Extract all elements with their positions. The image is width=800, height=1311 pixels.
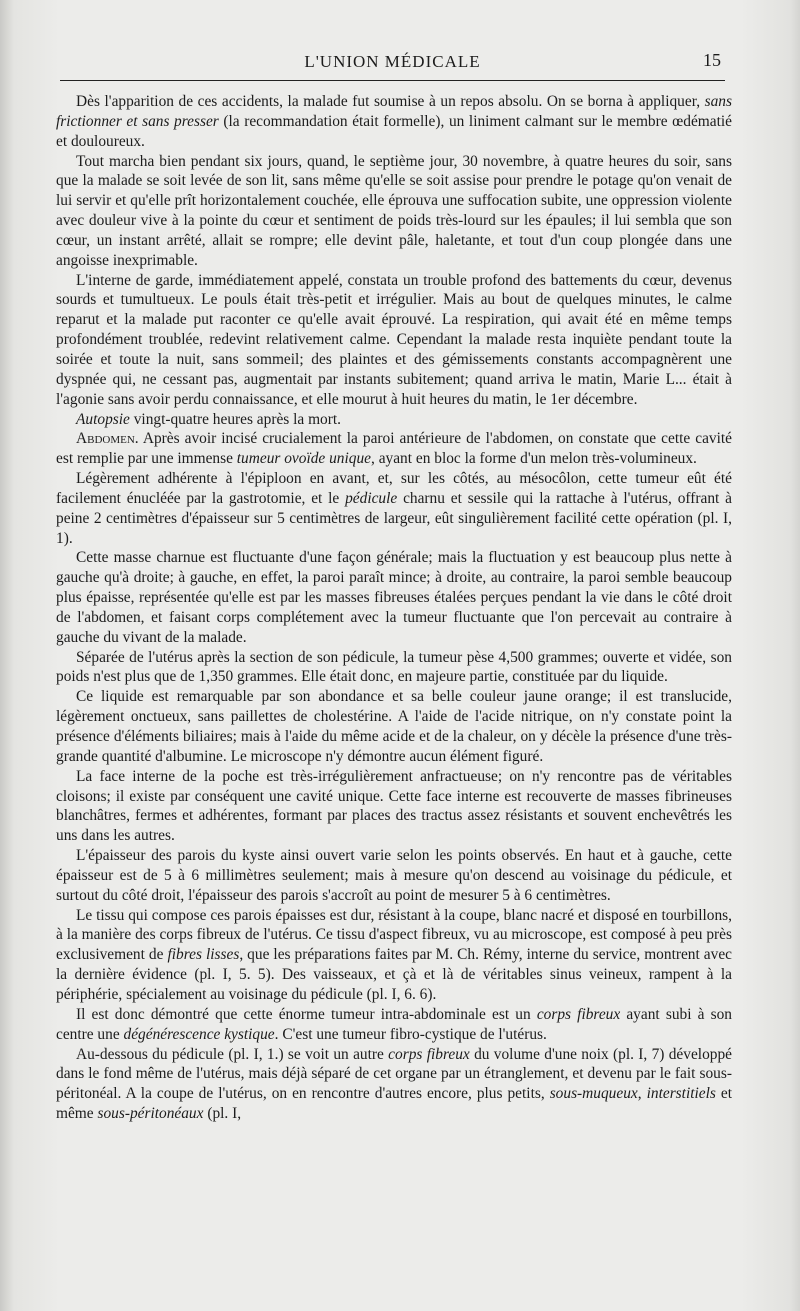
- text-run: Après avoir incisé crucialement la paroi antérieure de l'abdomen, on constate que cette cavité est remplie par une immense: [56, 430, 732, 468]
- italic-run: corps fibreux: [388, 1045, 470, 1063]
- text-run: . C'est une tumeur fibro-cystique de l'utérus.: [274, 1025, 547, 1043]
- text-run: charnu et sessile qui la rattache à l'utérus, offrant à peine 2 centimètres d'épaisseur sur 5 centimètres de largeur, eût singulièrement facilité cette opération (pl. I, 1).: [56, 489, 732, 547]
- italic-run: pédicule: [345, 489, 398, 507]
- text-run: Ce liquide est remarquable par son abondance et sa belle couleur jaune orange; il est translucide, légèrement onctueux, sans paillettes de cholestérine. A l'aide de l'acide nitrique, on n'y constate point la présence d'éléments biliaires; mais à l'aide du même acide et de la chaleur, on y décèle la présence d'une très-grande quantité d'albumine. Le microscope n'y démontre aucun élément figuré.: [56, 688, 732, 765]
- paragraph: [56, 767, 732, 846]
- text-run: Séparée de l'utérus après la section de son pédicule, la tumeur pèse 4,500 grammes; ouverte et vidée, son poids n'est plus que de 1,350 grammes. Elle était donc, en majeure partie, constituée par du liquide.: [56, 648, 732, 686]
- text-run: L'interne de garde, immédiatement appelé, constata un trouble profond des battements du cœur, devenus sourds et tumultueux. Le pouls était très-petit et irrégulier. Mais au bout de quelques minutes, le calme reparut et la malade put raconter ce qu'elle avait éprouvé. La respiration, qui avait été en même temps profondément troublée, redevint relativement calme. Cependant la malade resta inquiète pendant toute la soirée et toute la nuit, sans sommeil; des plaintes et des gémissements constants accompagnèrent une dyspnée qui, ne cessant pas, augmentait par instants subitement; quand arriva le matin, Marie L... était à l'agonie sans avoir perdu connaissance, et elle mourut à huit heures du matin, le 1er décembre.: [56, 271, 732, 408]
- paragraph: [56, 429, 732, 469]
- italic-run: dégénérescence kystique: [123, 1025, 275, 1043]
- paragraph: [56, 152, 732, 271]
- paragraph: [56, 1005, 732, 1045]
- text-run: , que les préparations faites par M. Ch. Rémy, interne du service, montrent avec la dernière évidence (pl. I, 5. 5). Des vaisseaux, et çà et là de véritables sinus veineux, rampent à la périphérie, spécialement au voisinage du pédicule (pl. I, 6. 6).: [56, 946, 732, 1003]
- text-run: vingt-quatre heures après la mort.: [129, 410, 341, 428]
- paragraph: [56, 410, 732, 430]
- paragraph: [56, 469, 732, 548]
- italic-run: tumeur ovoïde unique: [236, 450, 371, 468]
- text-run: (la recommandation était formelle), un liniment calmant sur le membre œdématié et douloureux.: [56, 112, 732, 150]
- text-run: Le tissu qui compose ces parois épaisses est dur, résistant à la coupe, blanc nacré et disposé en tourbillons, à la manière des corps fibreux de l'utérus. Ce tissu d'aspect fibreux, vu au microscope, est composé à peu près exclusivement de: [56, 906, 732, 964]
- paragraph: [56, 1045, 732, 1124]
- page-number: 15: [703, 50, 721, 70]
- paragraph: [56, 648, 732, 688]
- italic-run: Autopsie: [76, 410, 130, 428]
- text-run: L'épaisseur des parois du kyste ainsi ouvert varie selon les points observés. En haut et à gauche, cette épaisseur est de 5 à 6 millimètres seulement; mais à mesure qu'on descend au voisinage du pédicule, et surtout du côté droit, l'épaisseur des parois s'accroît au point de mesurer 5 à 6 centimètres.: [56, 847, 732, 904]
- paragraph: [56, 846, 732, 906]
- text-run: Il est donc démontré que cette énorme tumeur intra-abdominale est un: [76, 1005, 537, 1023]
- paragraph: [56, 906, 732, 1005]
- italic-run: sous-muqueux: [549, 1085, 638, 1103]
- text-run: du volume d'une noix (pl. I, 7) développé dans le fond même de l'utérus, mais déjà séparé de cet organe par un étranglement, et devenu par le fait sous-péritonéal. A la coupe de l'utérus, on en rencontre d'autres encore, plus petits,: [56, 1045, 732, 1103]
- page-header: [60, 48, 725, 81]
- text-run: Tout marcha bien pendant six jours, quand, le septième jour, 30 novembre, à quatre heures du soir, sans que la malade se soit levée de son lit, sans même qu'elle se soit assise pour prendre le potage qu'on venait de lui servir et qu'elle prît horizontalement couchée, elle éprouva une suffocation subite, une oppression violente avec douleur vive à la pointe du cœur et sentiment de poids très-lourd sur les épaules; il lui sembla que son cœur, un instant arrêté, allait se rompre; elle devint pâle, haletante, et tout d'un coup plongée dans une angoisse inexprimable.: [56, 152, 732, 269]
- text-run: ayant subi à son centre une: [56, 1005, 732, 1043]
- italic-run: fibres lisses: [167, 946, 240, 964]
- text-run: ,: [637, 1085, 647, 1103]
- section-heading: Abdomen.: [76, 430, 139, 448]
- italic-run: sous-péritonéaux: [97, 1105, 204, 1123]
- italic-run: interstitiels: [646, 1085, 716, 1103]
- paragraph: [56, 548, 732, 647]
- italic-run: corps fibreux: [536, 1005, 621, 1023]
- text-run: , ayant en bloc la forme d'un melon très-volumineux.: [371, 450, 697, 468]
- text-run: Dès l'apparition de ces accidents, la malade fut soumise à un repos absolu. On se borna à appliquer,: [76, 93, 705, 110]
- paragraph: [56, 92, 732, 152]
- text-run: Cette masse charnue est fluctuante d'une façon générale; mais la fluctuation y est beaucoup plus nette à gauche qu'à droite; à gauche, en effet, la paroi paraît mince; à droite, au contraire, la paroi semble beaucoup plus épaisse, représentée qu'elle est par les masses fibreuses étalées perçues pendant la vie dans le côté droit de l'abdomen, et faisant corps complétement avec la tumeur fluctuante que l'on percevait au contraire à gauche du vivant de la malade.: [56, 549, 732, 646]
- text-run: (pl. I,: [203, 1105, 242, 1123]
- text-run: La face interne de la poche est très-irrégulièrement anfractueuse; on n'y rencontre pas de véritables cloisons; il existe par conséquent une cavité unique. Cette face interne est recouverte de masses fibrineuses blanchâtres, fermes et adhérentes, formant par places des tractus assez résistants et souvent enchevêtrés les uns dans les autres.: [56, 767, 732, 845]
- article-body: [56, 92, 732, 1302]
- text-run: Au-dessous du pédicule (pl. I, 1.) se voit un autre: [76, 1045, 389, 1063]
- paragraph: [56, 687, 732, 766]
- text-run: Légèrement adhérente à l'épiploon en avant, et, sur les côtés, au mésocôlon, cette tumeur eût été facilement énucléée par la gastrotomie, et le: [56, 470, 732, 507]
- italic-run: sans frictionner et sans presser: [56, 93, 732, 130]
- text-run: et même: [56, 1085, 732, 1123]
- running-title: L'UNION MÉDICALE: [304, 52, 481, 71]
- paragraph: [56, 271, 732, 410]
